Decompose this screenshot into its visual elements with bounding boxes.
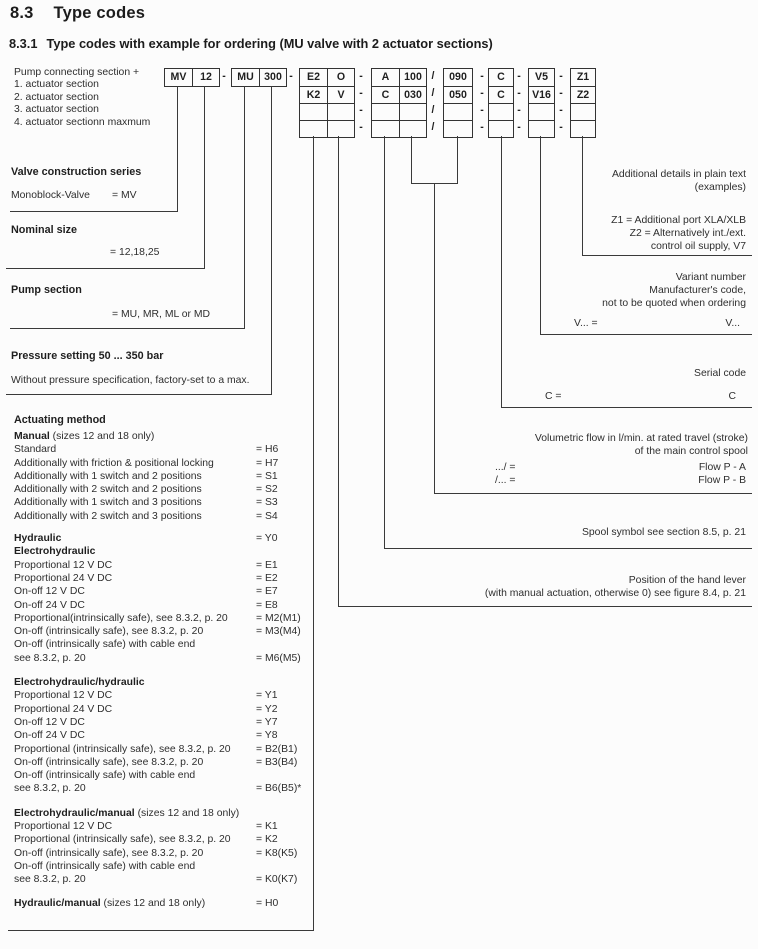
code-separator: - xyxy=(559,87,563,99)
group-suffix: (sizes 12 and 18 only) xyxy=(100,897,206,909)
item-code: = H6 xyxy=(256,444,279,456)
variant-value: V... xyxy=(725,318,740,329)
list-item xyxy=(14,496,326,509)
item-label: On-off 24 V DC xyxy=(14,730,85,742)
code-separator: - xyxy=(517,87,521,99)
list-item xyxy=(14,703,326,716)
list-item xyxy=(14,483,326,496)
connector-line xyxy=(501,136,502,407)
code-group-spool-flow-a xyxy=(371,68,427,138)
item-label: Proportional (intrinsically safe), see 8.3.2, p. 20 xyxy=(14,834,231,846)
list-item xyxy=(14,820,326,833)
code-cell: V16 xyxy=(529,86,554,103)
code-cell xyxy=(444,120,472,137)
item-code: = M6(M5) xyxy=(256,652,301,664)
group-title: Hydraulic/manual xyxy=(14,897,101,909)
code-separator: - xyxy=(480,121,484,133)
spool-symbol-note: Spool symbol see section 8.5, p. 21 xyxy=(581,527,746,538)
code-cell: MU xyxy=(237,71,254,83)
variant-key: V... = xyxy=(574,318,598,329)
group-title: Electrohydraulic xyxy=(14,546,96,558)
actuating-group-hydraulic xyxy=(14,532,326,545)
code-separator: / xyxy=(431,121,435,133)
code-group-serial xyxy=(488,68,514,138)
connector-line xyxy=(10,211,178,212)
serial-code-block: Serial code xyxy=(694,368,746,379)
code-cell: Z1 xyxy=(576,71,590,83)
item-label: On-off (intrinsically safe), see 8.3.2, p. 20 xyxy=(14,756,204,768)
item-code: = H0 xyxy=(256,897,279,909)
code-cell xyxy=(372,120,399,137)
item-label: Proportional 24 V DC xyxy=(14,703,113,715)
item-label: On-off (intrinsically safe), see 8.3.2, p. 20 xyxy=(14,847,204,859)
text-line: Position of the hand lever xyxy=(628,575,746,586)
text-line: (with manual actuation, otherwise 0) see figure 8.4, p. 21 xyxy=(484,588,746,599)
flow-value-b: Flow P - B xyxy=(698,475,746,486)
list-item xyxy=(14,443,326,456)
list-item xyxy=(14,873,326,886)
item-label: Proportional 24 V DC xyxy=(14,572,113,584)
item-label: Proportional(intrinsically safe), see 8.3.2, p. 20 xyxy=(14,612,228,624)
code-cell xyxy=(529,103,554,120)
item-label: Additionally with 2 switch and 2 positions xyxy=(14,484,202,496)
connector-line xyxy=(244,86,245,328)
connector-line xyxy=(384,136,385,548)
subsection-number: 8.3.1 xyxy=(9,36,38,51)
group-title: Electrohydraulic/hydraulic xyxy=(14,677,145,689)
actuating-method-section xyxy=(14,414,326,910)
code-separator: - xyxy=(480,70,484,82)
code-separator: / xyxy=(431,104,435,116)
code-cell xyxy=(300,120,327,137)
item-label: On-off 12 V DC xyxy=(14,716,85,728)
item-label: On-off (intrinsically safe) with cable end xyxy=(14,770,196,782)
connector-line xyxy=(8,930,314,931)
item-label: Additionally with 1 switch and 2 positions xyxy=(14,470,202,482)
item-label: Additionally with friction & positional locking xyxy=(14,457,214,469)
list-item xyxy=(14,782,326,795)
item-code: = H7 xyxy=(256,457,279,469)
intro-line: 4. actuator sectionn maxmum xyxy=(14,116,151,128)
item-code: = S3 xyxy=(256,497,278,509)
code-cell: Z2 xyxy=(571,86,595,103)
list-item xyxy=(14,559,326,572)
actuating-group-hydraulic-manual xyxy=(14,897,326,910)
item-code: = B6(B5)* xyxy=(256,783,302,795)
actuating-group-electrohydraulic-manual xyxy=(14,807,326,887)
code-cell: 090 xyxy=(449,71,467,83)
code-cell: 300 xyxy=(259,69,286,86)
text-line: Manufacturer's code, xyxy=(649,285,746,296)
code-cell xyxy=(399,120,426,137)
heading-actuating-method: Actuating method xyxy=(14,414,106,426)
item-code: = Y0 xyxy=(256,533,278,545)
code-separator: - xyxy=(559,104,563,116)
code-cell: A xyxy=(381,71,390,83)
list-item xyxy=(14,510,326,523)
code-cell: V xyxy=(327,86,354,103)
item-code: = B2(B1) xyxy=(256,743,298,755)
item-label: Proportional (intrinsically safe), see 8.3.2, p. 20 xyxy=(14,743,231,755)
code-cell xyxy=(489,103,513,120)
volumetric-flow-block xyxy=(535,432,748,458)
list-item xyxy=(14,860,326,873)
code-cell xyxy=(327,120,354,137)
serial-key: C = xyxy=(545,391,562,402)
item-label: Proportional 12 V DC xyxy=(14,821,113,833)
code-separator: / xyxy=(431,70,435,82)
list-item xyxy=(14,638,326,651)
code-cell xyxy=(372,103,399,120)
item-label: On-off 24 V DC xyxy=(14,599,85,611)
item-code: = S2 xyxy=(256,484,278,496)
code-group-plaintext xyxy=(570,68,596,138)
heading-valve-series: Valve construction series xyxy=(11,166,142,178)
item-code: = S4 xyxy=(256,510,278,522)
heading-pump-section: Pump section xyxy=(11,284,82,296)
item-label: On-off (intrinsically safe) with cable end xyxy=(14,639,196,651)
heading-nominal-size: Nominal size xyxy=(11,224,77,236)
code-cell: C xyxy=(497,71,505,83)
hand-lever-block xyxy=(485,574,746,600)
item-code: = B3(B4) xyxy=(256,756,298,768)
text-line: control oil supply, V7 xyxy=(650,241,746,252)
connector-line xyxy=(582,136,583,255)
intro-line: 2. actuator section xyxy=(14,91,99,103)
list-item xyxy=(14,470,326,483)
valve-series-label: Monoblock-Valve xyxy=(11,190,90,201)
item-code: = Y2 xyxy=(256,703,278,715)
group-title: Hydraulic xyxy=(14,533,62,545)
connector-line xyxy=(10,328,245,329)
list-item xyxy=(14,716,326,729)
nominal-size-value: = 12,18,25 xyxy=(110,247,160,258)
connector-line xyxy=(177,86,178,211)
code-separator: - xyxy=(359,104,363,116)
intro-line: 1. actuator section xyxy=(14,79,99,91)
item-code: = E8 xyxy=(256,599,278,611)
text-line: Z2 = Alternatively int./ext. xyxy=(629,228,746,239)
code-cell xyxy=(571,103,595,120)
section-title: Type codes xyxy=(53,4,146,22)
connector-line xyxy=(271,86,272,394)
code-cell: V5 xyxy=(535,71,548,83)
text-line: of the main control spool xyxy=(634,446,748,457)
code-separator: - xyxy=(517,70,521,82)
item-code: = K0(K7) xyxy=(256,874,298,886)
code-separator: - xyxy=(359,121,363,133)
variant-number-block xyxy=(602,271,746,310)
list-item xyxy=(14,729,326,742)
code-cell: O xyxy=(327,69,354,86)
text-line: Volumetric flow in l/min. at rated travel (stroke) xyxy=(534,433,748,444)
item-label: Additionally with 2 switch and 3 positions xyxy=(14,510,202,522)
code-cell xyxy=(399,103,426,120)
connector-line xyxy=(540,334,752,335)
list-item xyxy=(14,585,326,598)
item-label: see 8.3.2, p. 20 xyxy=(14,652,86,664)
code-group-flow-b xyxy=(443,68,473,138)
connector-line xyxy=(338,136,339,606)
code-group-variant xyxy=(528,68,555,138)
list-item xyxy=(14,833,326,846)
flow-key-a: .../ = xyxy=(495,462,516,473)
code-separator: / xyxy=(431,87,435,99)
item-code: = M3(M4) xyxy=(256,626,301,638)
list-item xyxy=(14,572,326,585)
connector-line xyxy=(6,268,205,269)
code-cell xyxy=(529,120,554,137)
item-code: = E7 xyxy=(256,586,278,598)
list-item xyxy=(14,689,326,702)
text-line: (examples) xyxy=(694,182,746,193)
page-subtitle xyxy=(9,37,493,50)
connector-line xyxy=(582,255,752,256)
pressure-note: Without pressure specification, factory-set to a max. xyxy=(11,375,250,386)
intro-line: Pump connecting section + xyxy=(14,67,140,78)
flow-value-a: Flow P - A xyxy=(698,462,746,473)
item-label: Proportional 12 V DC xyxy=(14,690,113,702)
code-cell: E2 xyxy=(307,71,320,83)
list-item xyxy=(14,625,326,638)
code-separator: - xyxy=(559,121,563,133)
group-suffix: (sizes 12 and 18 only) xyxy=(134,807,240,819)
group-title: Manual xyxy=(14,431,50,442)
additional-details-block xyxy=(611,168,746,253)
code-cell xyxy=(444,103,472,120)
code-group-actuation xyxy=(299,68,355,138)
item-code: = K8(K5) xyxy=(256,847,298,859)
connector-line xyxy=(457,136,458,183)
text-line: Variant number xyxy=(675,272,746,283)
pump-section-value: = MU, MR, ML or MD xyxy=(112,309,211,320)
intro-line: 3. actuator section xyxy=(14,104,99,116)
code-separator: - xyxy=(517,121,521,133)
item-code: = E2 xyxy=(256,572,278,584)
list-item xyxy=(14,743,326,756)
item-code: = K2 xyxy=(256,834,278,846)
list-item xyxy=(14,457,326,470)
code-separator: - xyxy=(480,104,484,116)
item-code: = M2(M1) xyxy=(256,612,301,624)
group-suffix: (sizes 12 and 18 only) xyxy=(49,431,155,442)
connector-line xyxy=(384,548,752,549)
code-cell: 030 xyxy=(399,86,426,103)
code-separator: - xyxy=(359,70,363,82)
code-cell: C xyxy=(372,86,399,103)
code-separator: - xyxy=(359,87,363,99)
item-code: = S1 xyxy=(256,470,278,482)
code-group-pump xyxy=(231,68,287,87)
item-label: On-off 12 V DC xyxy=(14,586,85,598)
code-cell: C xyxy=(489,86,513,103)
list-item xyxy=(14,599,326,612)
connector-line xyxy=(411,136,412,183)
code-cell: 050 xyxy=(444,86,472,103)
connector-line xyxy=(434,493,752,494)
code-separator: - xyxy=(559,70,563,82)
code-separator: - xyxy=(222,70,226,82)
subsection-title: Type codes with example for ordering (MU valve with 2 actuator sections) xyxy=(46,36,493,51)
code-separator: - xyxy=(480,87,484,99)
list-item xyxy=(14,756,326,769)
code-cell xyxy=(571,120,595,137)
code-group-series-size xyxy=(164,68,220,87)
code-cell: MV xyxy=(170,71,187,83)
connector-line xyxy=(204,86,205,268)
text-line: not to be quoted when ordering xyxy=(602,298,746,309)
valve-series-value: = MV xyxy=(112,190,137,201)
connector-line xyxy=(501,407,752,408)
actuating-group-electrohydraulic-hydraulic xyxy=(14,676,326,796)
item-label: On-off (intrinsically safe) with cable end xyxy=(14,860,196,872)
connector-line xyxy=(6,394,272,395)
code-separator: - xyxy=(289,70,293,82)
connector-line xyxy=(338,606,752,607)
text-line: Additional details in plain text xyxy=(611,169,746,180)
item-code: = Y8 xyxy=(256,730,278,742)
page-title xyxy=(10,4,146,22)
item-label: see 8.3.2, p. 20 xyxy=(14,874,86,886)
item-label: On-off (intrinsically safe), see 8.3.2, p. 20 xyxy=(14,626,204,638)
code-cell xyxy=(327,103,354,120)
item-code: = E1 xyxy=(256,559,278,571)
flow-key-b: /... = xyxy=(495,475,516,486)
code-cell xyxy=(300,103,327,120)
item-code: = K1 xyxy=(256,821,278,833)
code-cell: 12 xyxy=(192,69,219,86)
text-line: Z1 = Additional port XLA/XLB xyxy=(611,215,746,226)
connector-line xyxy=(434,183,435,493)
item-code: = Y1 xyxy=(256,690,278,702)
code-cell: K2 xyxy=(300,86,327,103)
connector-line xyxy=(411,183,458,184)
section-number: 8.3 xyxy=(10,4,34,22)
intro-labels xyxy=(14,67,150,129)
item-label: Additionally with 1 switch and 3 positions xyxy=(14,497,202,509)
actuating-group-manual xyxy=(14,430,326,523)
item-code: = Y7 xyxy=(256,716,278,728)
list-item xyxy=(14,612,326,625)
item-label: Standard xyxy=(14,444,57,456)
group-title: Electrohydraulic/manual xyxy=(14,807,135,819)
list-item xyxy=(14,847,326,860)
serial-value: C xyxy=(728,391,736,402)
list-item xyxy=(14,652,326,665)
connector-line xyxy=(540,136,541,334)
code-cell: 100 xyxy=(399,69,426,86)
item-label: see 8.3.2, p. 20 xyxy=(14,783,86,795)
actuating-group-electrohydraulic xyxy=(14,545,326,665)
list-item xyxy=(14,769,326,782)
code-separator: - xyxy=(517,104,521,116)
code-cell xyxy=(489,120,513,137)
heading-pressure: Pressure setting 50 ... 350 bar xyxy=(11,350,164,362)
item-label: Proportional 12 V DC xyxy=(14,559,113,571)
